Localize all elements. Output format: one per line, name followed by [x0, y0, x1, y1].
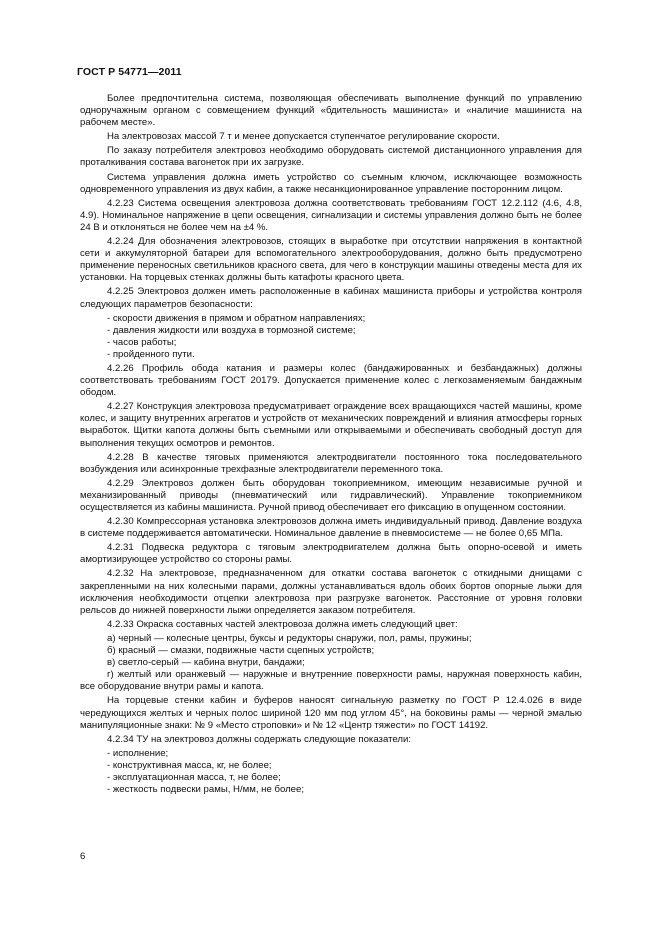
- paragraph: По заказу потребителя электровоз необходимо оборудовать системой дистанционного управления для проталкивания состава вагонеток при их загрузке.: [80, 145, 582, 169]
- paragraph: 4.2.30 Компрессорная установка электровозов должна иметь индивидуальный привод. Давление воздуха в системе поддерживается автоматически. Номинальное давление в пневмосистеме — не более 0,65 МПа.: [80, 516, 582, 540]
- paragraph: 4.2.24 Для обозначения электровозов, стоящих в выработке при отсутствии напряжения в контактной сети и аккумуляторной батареи для вспомогательного электрооборудования, должно быть предусмотрено применение переносных светильников красного света, для чего в конструкции машины отведены места для их установки. На торцевых стенках должны быть катафоты красного цвета.: [80, 236, 582, 284]
- paragraph: 4.2.28 В качестве тяговых применяются электродвигатели постоянного тока последовательного возбуждения или асинхронные трехфазные электродвигатели переменного тока.: [80, 451, 582, 475]
- paragraph: 4.2.25 Электровоз должен иметь расположенные в кабинах машиниста приборы и устройства контроля следующих параметров безопасности:: [80, 286, 582, 310]
- list-item: в) светло-серый — кабина внутри, бандажи;: [107, 657, 305, 669]
- document-header: ГОСТ Р 54771—2011: [77, 66, 182, 78]
- paragraph: 4.2.31 Подвеска редуктора с тяговым электродвигателем должна быть опорно-осевой и иметь амортизирующее устройство со стороны рамы.: [80, 542, 582, 566]
- paragraph: 4.2.32 На электровозе, предназначенном для откатки состава вагонеток с откидными днищами с закрепленными на них колесными парами, должны устанавливаться вдоль обоих бортов опорные лыжи для исключения необходимости отцепки электровоза при разгрузке вагонеток. Расстояние от уровня головки рельсов до нижней поверхности лыжи определяется заказом потребителя.: [80, 568, 582, 616]
- paragraph: 4.2.34 ТУ на электровоз должны содержать следующие показатели:: [107, 733, 412, 745]
- paragraph: 4.2.23 Система освещения электровоза должна соответствовать требованиям ГОСТ 12.2.112 (4.6, 4.8, 4.9). Номинальное напряжение в цепи освещения, сигнализации и системы управления должно быть не более 24 В и отклоняться не более чем на ±4 %.: [80, 197, 582, 233]
- paragraph: На электровозах массой 7 т и менее допускается ступенчатое регулирование скорости.: [107, 131, 500, 143]
- paragraph: На торцевые стенки кабин и буферов наносят сигнальную разметку по ГОСТ Р 12.4.026 в виде чередующихся желтых и черных полос шириной 120 мм под углом 45°, на боковины рамы — черной эмалью манипуляционные знаки: № 9 «Место строповки» и № 12 «Центр тяжести» по ГОСТ 14192.: [80, 695, 582, 731]
- list-item: - давления жидкости или воздуха в тормозной системе;: [107, 324, 356, 336]
- list-item: - исполнение;: [107, 747, 169, 759]
- document-body: [80, 93, 582, 796]
- paragraph: Система управления должна иметь устройство со съемным ключом, исключающее возможность одновременного управления из двух кабин, а также несанкционированное управление посторонним лицом.: [80, 171, 582, 195]
- list-item: - конструктивная масса, кг, не более;: [107, 759, 272, 771]
- paragraph: 4.2.27 Конструкция электровоза предусматривает ограждение всех вращающихся частей машины, кроме колес, и защиту внутренних агрегатов и устройств от механических повреждений и влияния атмосферы горных выработок. Щитки капота должны быть съемными или открываемыми и обеспечивать свободный доступ для выполнения текущих осмотров и ремонтов.: [80, 401, 582, 449]
- list-item: б) красный — смазки, подвижные части сцепных устройств;: [107, 645, 375, 657]
- paragraph: 4.2.26 Профиль обода катания и размеры колес (бандажированных и безбандажных) должны соответствовать требованиям ГОСТ 20179. Допускается применение колес с легкозаменяемым бандажным ободом.: [80, 362, 582, 399]
- list-item: - эксплуатационная масса, т, не более;: [107, 771, 281, 783]
- paragraph: Более предпочтительна система, позволяющая обеспечивать выполнение функций по управлению одноручажным органом с совмещением функций «бдительность машиниста» и «наличие машиниста на рабочем месте».: [80, 93, 582, 129]
- list-item: - скорости движения в прямом и обратном направлениях;: [107, 312, 366, 324]
- page-number: 6: [80, 851, 86, 862]
- paragraph: 4.2.29 Электровоз должен быть оборудован токоприемником, имеющим независимые ручной и механизированный приводы (пневматический или гидравлический). Управление токоприемником осуществляется из кабины машиниста. Ручной привод обеспечивает его фиксацию в опущенном состоянии.: [80, 477, 582, 513]
- list-item: а) черный — колесные центры, буксы и редукторы снаружи, пол, рамы, пружины;: [107, 632, 472, 644]
- list-item: - часов работы;: [107, 336, 177, 348]
- list-item: г) желтый или оранжевый — наружные и внутренние поверхности рамы, наружная поверхность кабин, все оборудование внутри рамы и капота.: [80, 669, 582, 693]
- list-item: - пройденного пути.: [107, 348, 195, 360]
- paragraph: 4.2.33 Окраска составных частей электровоза должна иметь следующий цвет:: [107, 618, 458, 630]
- list-item: - жесткость подвески рамы, Н/мм, не более;: [107, 784, 305, 796]
